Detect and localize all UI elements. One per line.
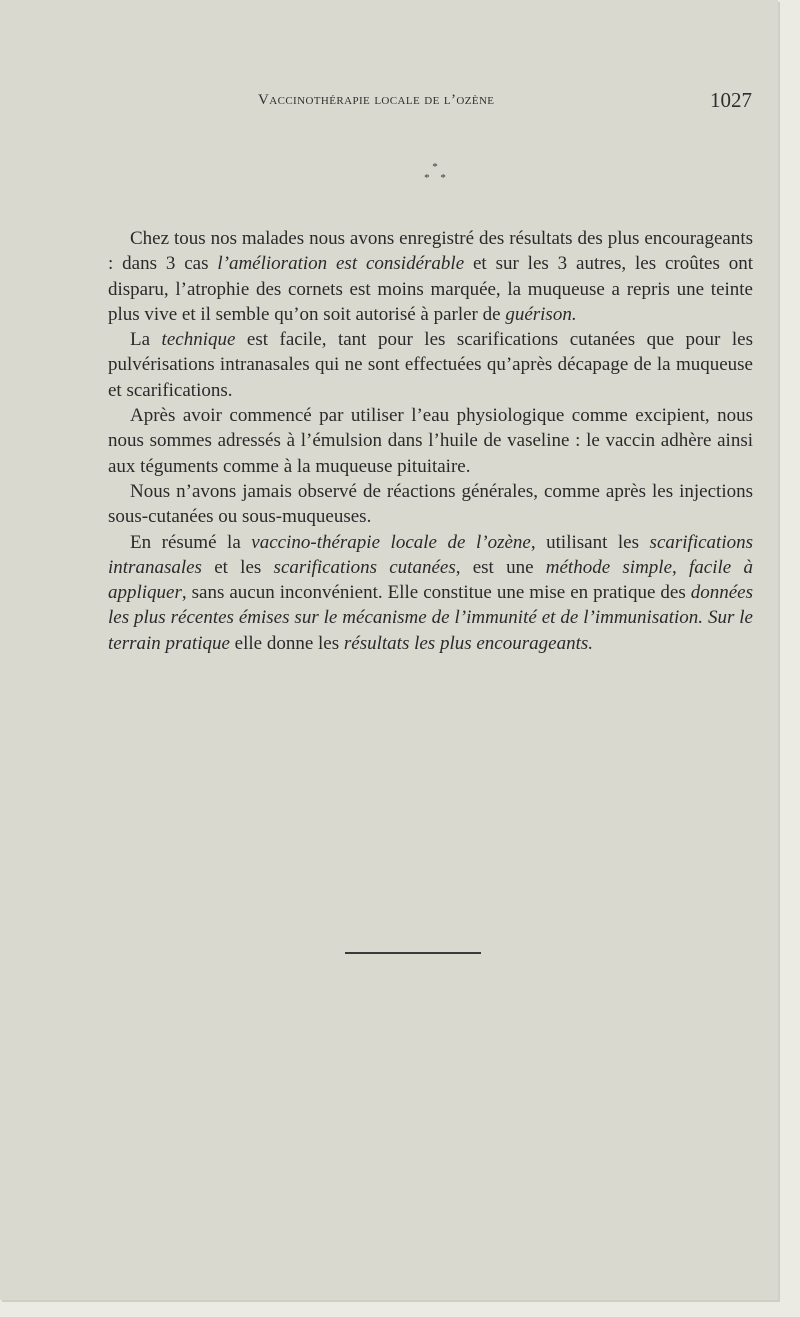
asterism-bottom: * * [424,172,450,184]
text-run: et sur les 3 autres, les croûtes ont disparu, l’atrophie des cornets est moins marquée, la muqueuse a repris une teinte plus vive et il semble qu’on soit autorisé à parler de [108,253,753,325]
italic-run: scarifications cutanées [273,556,456,578]
asterism-ornament [420,162,450,184]
paragraph [108,403,753,479]
italic-run: méthode simple [545,556,673,578]
italic-run: scarifications intranasales [108,531,753,578]
italic-run: guérison. [505,303,577,325]
text-run: Chez tous nos malades nous avons enregistré des résultats des plus encourageants : dans 3 cas [108,228,753,275]
text-run: , est une [455,556,546,578]
italic-run: technique [161,329,236,351]
text-run: En résumé la [130,531,252,553]
text-run: est facile, tant pour les scarifications cutanées que pour les pulvérisations intranasales qui ne sont effectuées qu’après décapage de la muqueuse et scarifications. [108,329,753,401]
italic-run: l’amélioration est considérable [217,253,465,275]
text-run: Après avoir commencé par utiliser l’eau physiologique comme excipient, nous nous sommes adressés à l’émulsion dans l’huile de vaseline : le vaccin adhère ainsi aux téguments comme à la muqueuse pituitaire. [108,405,753,477]
text-run: La [130,329,162,351]
paragraph [108,530,753,656]
paragraph [108,226,753,327]
italic-run: données les plus récentes émises sur le mécanisme de l’immunité et de l’immunisation. Sur le terrain pratique [108,582,753,654]
text-run: , [672,556,690,578]
running-title: Vaccinothérapie locale de l’ozène [258,92,495,108]
asterism-top: * [432,161,438,173]
italic-run: vaccino-thérapie locale de l’ozène [251,531,531,553]
text-run: , sans aucun inconvénient. Elle constitue une mise en pratique des [181,582,691,604]
paragraph [108,327,753,403]
page-number: 1027 [710,88,752,112]
text-run: elle donne les [229,632,344,654]
text-run: et les [201,556,274,578]
italic-run: facile à appliquer [108,556,753,604]
text-run: , utilisant les [530,531,650,553]
body-text [108,226,753,656]
text-run: Nous n’avons jamais observé de réactions générales, comme après les injections sous-cutanées ou sous-muqueuses. [108,480,753,528]
closing-rule [345,952,481,954]
italic-run: résultats les plus encourageants. [343,632,593,654]
paragraph [108,479,753,530]
